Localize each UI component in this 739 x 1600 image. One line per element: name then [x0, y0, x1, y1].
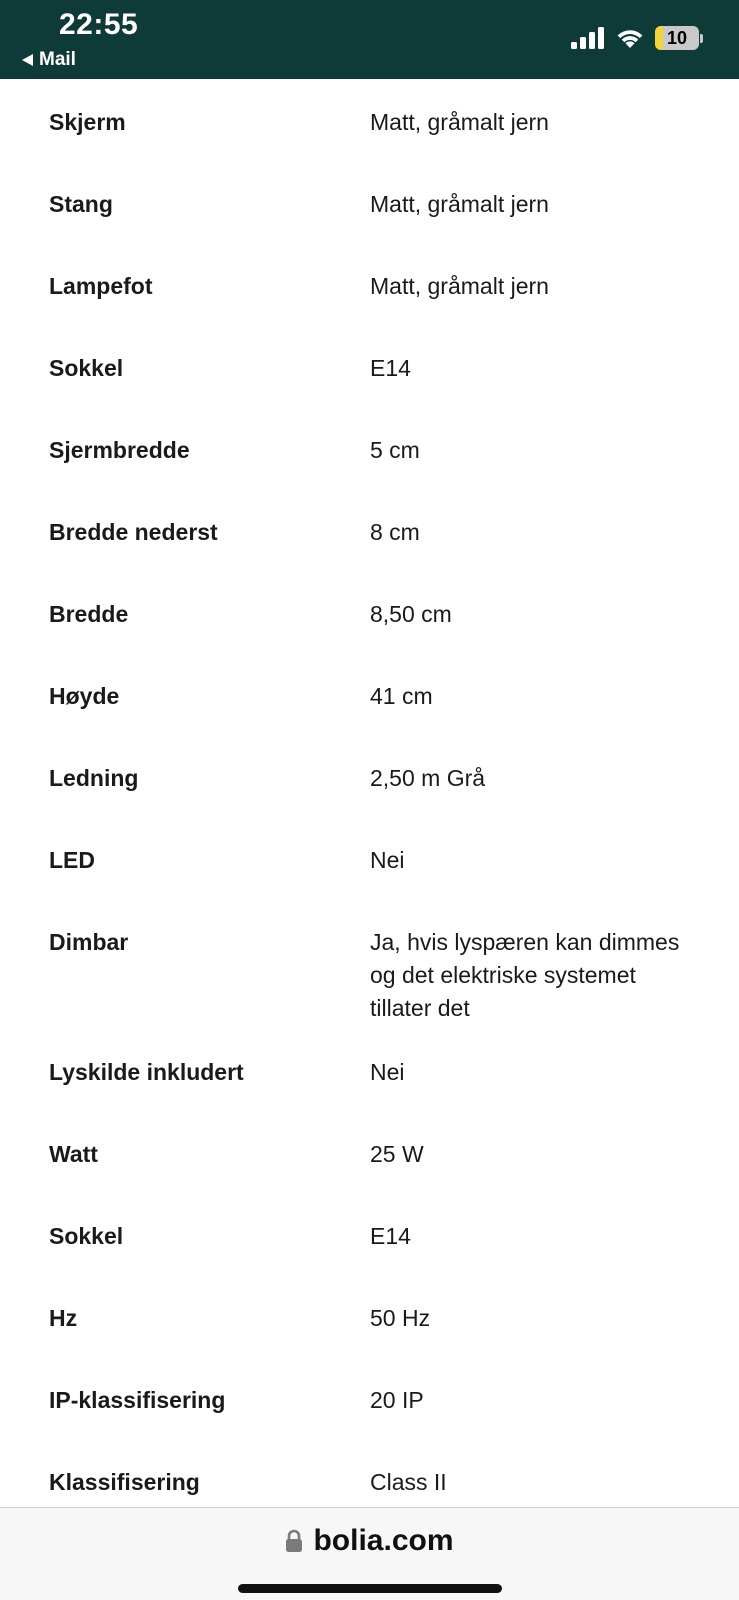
spec-value: Matt, gråmalt jern	[370, 109, 549, 135]
spec-row	[0, 681, 739, 763]
spec-label: IP-klassifisering	[49, 1387, 226, 1413]
spec-value: Class II	[370, 1469, 447, 1495]
specifications-table	[0, 79, 739, 1507]
browser-address-bar[interactable]	[0, 1507, 739, 1600]
spec-value: 41 cm	[370, 683, 433, 709]
status-time: 22:55	[59, 8, 139, 41]
spec-value: Nei	[370, 847, 405, 873]
spec-label: Watt	[49, 1141, 98, 1167]
url-display[interactable]	[0, 1524, 739, 1558]
battery-level: 10	[666, 27, 688, 48]
spec-row	[0, 435, 739, 517]
spec-label: Bredde	[49, 601, 129, 627]
spec-value: 20 IP	[370, 1387, 424, 1413]
spec-row	[0, 599, 739, 681]
spec-row	[0, 927, 739, 1057]
spec-value: Matt, gråmalt jern	[370, 273, 549, 299]
spec-label: Sokkel	[49, 1223, 124, 1249]
spec-row	[0, 271, 739, 353]
back-label: Mail	[39, 49, 76, 70]
spec-value: 2,50 m Grå	[370, 765, 486, 791]
spec-value: 8,50 cm	[370, 601, 452, 627]
spec-row	[0, 1139, 739, 1221]
url-domain: bolia.com	[313, 1524, 454, 1557]
back-to-mail-button[interactable]	[22, 49, 76, 71]
spec-label: Ledning	[49, 765, 139, 791]
spec-row	[0, 353, 739, 435]
spec-label: Dimbar	[49, 929, 129, 955]
spec-label: Lyskilde inkludert	[49, 1059, 244, 1085]
spec-row	[0, 763, 739, 845]
spec-label: Stang	[49, 191, 113, 217]
spec-row	[0, 189, 739, 271]
spec-value: E14	[370, 355, 411, 381]
spec-label: Høyde	[49, 683, 120, 709]
back-arrow-icon	[22, 54, 33, 66]
spec-value: 8 cm	[370, 519, 420, 545]
spec-row	[0, 79, 739, 189]
spec-row	[0, 517, 739, 599]
battery-nub	[700, 34, 703, 43]
spec-row	[0, 1221, 739, 1303]
spec-label: Sjermbredde	[49, 437, 190, 463]
spec-row	[0, 1057, 739, 1139]
spec-row	[0, 1303, 739, 1385]
spec-row	[0, 1385, 739, 1467]
spec-label: Skjerm	[49, 109, 126, 135]
lock-icon	[285, 1529, 303, 1553]
battery-icon	[655, 26, 699, 50]
cellular-signal-icon	[571, 27, 605, 49]
spec-label: LED	[49, 847, 95, 873]
spec-value: 25 W	[370, 1141, 424, 1167]
spec-label: Lampefot	[49, 273, 153, 299]
spec-row	[0, 1467, 739, 1507]
battery-fill	[655, 26, 663, 50]
spec-value: Nei	[370, 1059, 405, 1085]
spec-value: E14	[370, 1223, 411, 1249]
spec-value: Ja, hvis lyspæren kan dimmes og det elektriske systemet tillater det	[370, 929, 680, 1021]
spec-label: Hz	[49, 1305, 78, 1331]
spec-label: Bredde nederst	[49, 519, 218, 545]
wifi-icon	[615, 27, 645, 49]
status-bar	[0, 0, 739, 79]
spec-row	[0, 845, 739, 927]
status-icons	[571, 26, 703, 50]
spec-value: Matt, gråmalt jern	[370, 191, 549, 217]
spec-label: Klassifisering	[49, 1469, 200, 1495]
spec-value: 5 cm	[370, 437, 420, 463]
home-indicator[interactable]	[238, 1584, 502, 1593]
spec-label: Sokkel	[49, 355, 124, 381]
spec-value: 50 Hz	[370, 1305, 431, 1331]
